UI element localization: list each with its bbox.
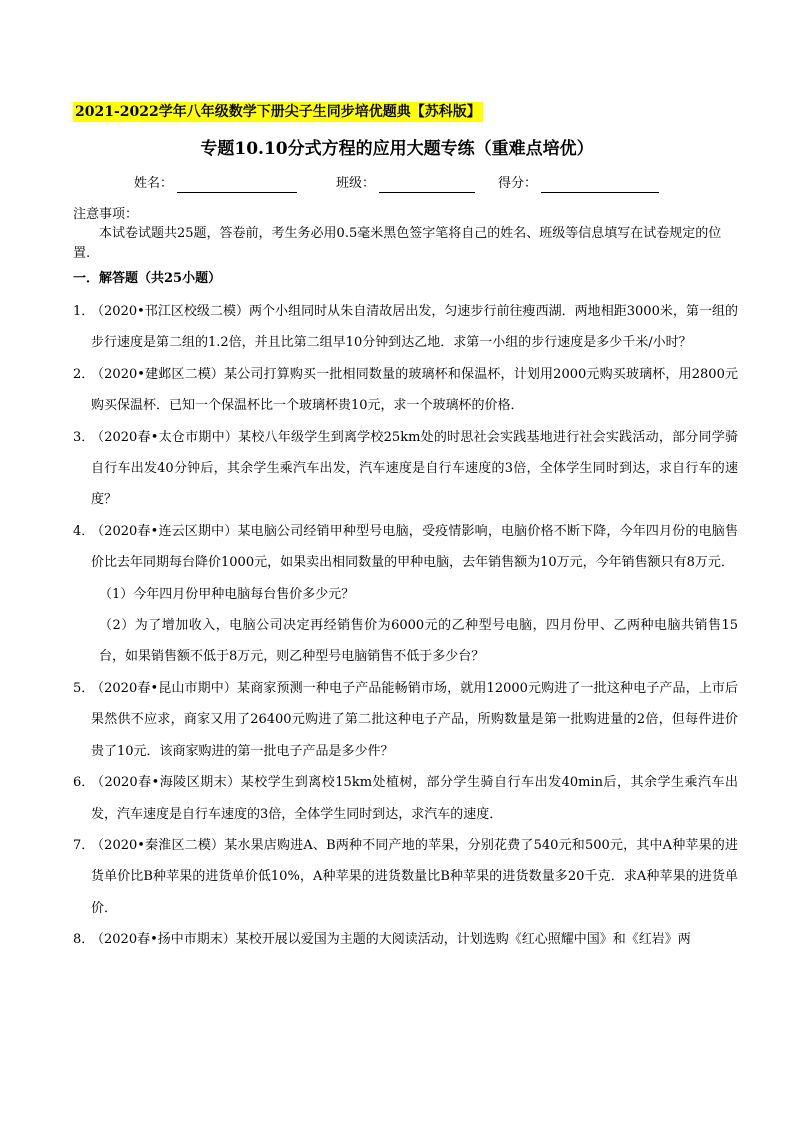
section-title: 一．解答题（共25小题） bbox=[73, 271, 222, 286]
page-title: 专题10.10分式方程的应用大题专练（重难点培优） bbox=[200, 139, 594, 159]
question-number: 7． bbox=[73, 837, 95, 853]
question-item bbox=[73, 296, 738, 359]
question-text: （2020春•扬中市期末）某校开展以爱国为主题的大阅读活动，计划选购《红心照耀中国》和《红岩》两 bbox=[91, 932, 691, 948]
sub-question: （2）为了增加收入，电脑公司决定再经销售价为6000元的乙种型号电脑，四月份甲、乙两种电脑共销售15台，如果销售额不低于8万元，则乙种型号电脑销售不低于多少台？ bbox=[99, 618, 738, 665]
question-number: 4． bbox=[73, 523, 95, 539]
class-blank[interactable] bbox=[379, 178, 475, 193]
question-item bbox=[73, 422, 738, 516]
question-number: 5． bbox=[73, 680, 95, 696]
question-number: 6． bbox=[73, 775, 95, 791]
question-item bbox=[73, 359, 738, 422]
notice-label: 注意事项： bbox=[73, 207, 139, 222]
question-number: 1． bbox=[73, 304, 95, 319]
question-number: 2． bbox=[73, 366, 95, 382]
question-text: （2020•秦淮区二模）某水果店购进A、B两种不同产地的苹果，分别花费了540元和500元，其中A种苹果的进货单价比B种苹果的进货单价低10%，A种苹果的进货数量比B种苹果的进货数量多20千克．求A种苹果的进货单价． bbox=[91, 837, 738, 916]
question-item bbox=[73, 767, 738, 830]
question-text: （2020•邗江区校级二模）两个小组同时从朱自清故居出发，匀速步行前往瘦西湖．两地相距3000米，第一组的步行速度是第二组的1.2倍，并且比第二组早10分钟到达乙地．求第一小组的步行速度是多少千米/小时？ bbox=[91, 304, 738, 351]
series-banner: 2021-2022学年八年级数学下册尖子生同步培优题典【苏科版】 bbox=[75, 104, 481, 120]
question-item bbox=[73, 516, 738, 673]
score-field[interactable] bbox=[498, 175, 659, 193]
question-text: （2020春•太仓市期中）某校八年级学生到离学校25km处的时思社会实践基地进行社会实践活动，部分同学骑自行车出发40分钟后，其余学生乘汽车出发，汽车速度是自行车速度的3倍，全体学生同时到达，求自行车的速度？ bbox=[91, 429, 738, 508]
question-number: 8． bbox=[73, 932, 95, 948]
score-blank[interactable] bbox=[541, 178, 659, 193]
name-blank[interactable] bbox=[177, 178, 297, 193]
notice-text: 本试卷试题共25题，答卷前，考生务必用0.5毫米黑色签字笔将自己的姓名、班级等信息填写在试卷规定的位置. bbox=[73, 226, 722, 261]
question-text: （2020春•连云区期中）某电脑公司经销甲种型号电脑，受疫情影响，电脑价格不断下降，今年四月份的电脑售价比去年同期每台降价1000元，如果卖出相同数量的甲种电脑，去年销售额为10万元，今年销售额只有8万元． bbox=[91, 523, 738, 571]
question-text: （2020春•昆山市期中）某商家预测一种电子产品能畅销市场，就用12000元购进了一批这种电子产品，上市后果然供不应求，商家又用了26400元购进了第二批这种电子产品，所购数量是第一批购进量的2倍，但每件进价贵了10元．该商家购进的第一批电子产品是多少件？ bbox=[91, 680, 738, 759]
question-item bbox=[73, 830, 738, 924]
question-number: 3． bbox=[73, 429, 95, 445]
question-text: （2020春•海陵区期末）某校学生到离校15km处植树，部分学生骑自行车出发40min后，其余学生乘汽车出发，汽车速度是自行车速度的3倍，全体学生同时到达，求汽车的速度． bbox=[91, 775, 738, 822]
question-list bbox=[73, 296, 738, 956]
class-label: 班级： bbox=[336, 176, 376, 191]
sub-question: （1）今年四月份甲种电脑每台售价多少元？ bbox=[99, 586, 355, 602]
question-item bbox=[73, 924, 738, 955]
name-label: 姓名： bbox=[134, 176, 174, 191]
question-item bbox=[73, 673, 738, 767]
score-label: 得分： bbox=[498, 176, 538, 191]
class-field[interactable] bbox=[336, 175, 475, 193]
name-field[interactable] bbox=[134, 175, 297, 193]
question-text: （2020•建邺区二模）某公司打算购买一批相同数量的玻璃杯和保温杯，计划用2000元购买玻璃杯，用2800元购买保温杯．已知一个保温杯比一个玻璃杯贵10元，求一个玻璃杯的价格． bbox=[91, 366, 738, 414]
